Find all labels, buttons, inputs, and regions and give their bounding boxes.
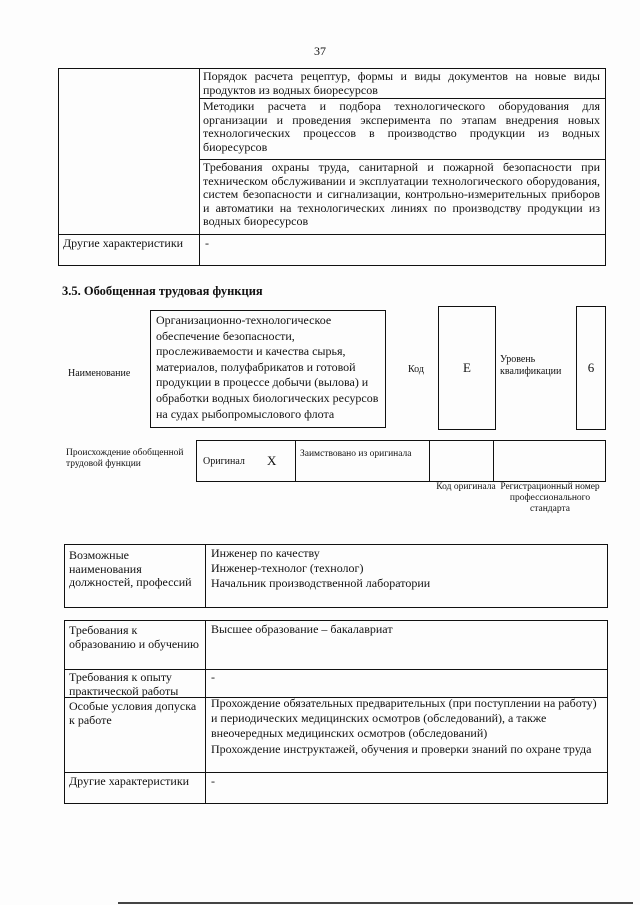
- function-name: Организационно-технологическое обеспечение безопасности, прослеживаемости и качества сырья, материалов, полуфабрикатов и готовой продукции в процессе добычи (вылова) и обработки водных биологических ресурсов на судах рыбопромыслового флота: [156, 313, 379, 421]
- knowledge-item: Методики расчета и подбора технологического оборудования для организации и проведения эксперимента по этапам внедрения новых технологических процессов в производство продукции из водных биоресурсов: [203, 99, 600, 154]
- requirements-table: [64, 620, 608, 804]
- code-original-label: Код оригинала: [436, 482, 496, 492]
- education-label: Требования к образованию и обучению: [69, 623, 199, 651]
- conditions-value: Прохождение обязательных предварительных (при поступлении на работу) и периодических медицинских осмотров (обследований), а также внеочередных медицинских осмотров (обследований): [211, 696, 597, 741]
- column-divider: [295, 441, 296, 481]
- education-value: Высшее образование – бакалавриат: [211, 622, 393, 636]
- level-box: [576, 306, 606, 430]
- position-item: Инженер-технолог (технолог): [211, 561, 364, 575]
- page-number: 37: [314, 44, 326, 58]
- row-divider: [59, 234, 605, 235]
- column-divider: [429, 441, 430, 481]
- column-divider: [205, 545, 206, 607]
- borrowed-label: Заимствовано из оригинала: [300, 449, 412, 459]
- other-characteristics-value: -: [205, 236, 209, 250]
- knowledge-item: Требования охраны труда, санитарной и пожарной безопасности при техническом обслуживании и эксплуатации технологического оборудования, систем безопасности и сигнализации, контрольно-измерительных приборов и автоматики на технологических линиях по производству продукции из водных биоресурсов: [203, 160, 600, 229]
- name-box: [150, 310, 386, 428]
- original-label: Оригинал: [203, 456, 245, 467]
- level-value: 6: [587, 360, 595, 375]
- position-item: Инженер по качеству: [211, 546, 320, 560]
- experience-value: -: [211, 670, 215, 684]
- position-item: Начальник производственной лаборатории: [211, 576, 431, 590]
- other-characteristics-label: Другие характеристики: [69, 774, 190, 788]
- reg-number-label: Регистрационный номер профессионального стандарта: [500, 482, 600, 514]
- row-divider: [65, 772, 607, 773]
- conditions-value: Прохождение инструктажей, обучения и проверки знаний по охране труда: [211, 742, 592, 756]
- knowledge-item: Порядок расчета рецептур, формы и виды документов на новые виды продуктов из водных биоресурсов: [203, 69, 600, 97]
- conditions-label: Особые условия допуска к работе: [69, 699, 197, 727]
- original-mark: X: [267, 453, 277, 468]
- page-bottom-rule: [118, 902, 633, 904]
- positions-label: Возможные наименования должностей, профессий: [69, 548, 192, 590]
- name-label: Наименование: [68, 368, 131, 379]
- origin-label: Происхождение обобщенной трудовой функции: [66, 448, 184, 469]
- code-box: [438, 306, 496, 430]
- other-characteristics-label: Другие характеристики: [63, 236, 184, 250]
- section-title: 3.5. Обобщенная трудовая функция: [62, 284, 263, 298]
- knowledge-table: [58, 68, 606, 266]
- experience-label: Требования к опыту практической работы: [69, 670, 179, 698]
- code-label: Код: [408, 364, 424, 375]
- other-characteristics-value: -: [211, 774, 215, 788]
- positions-table: [64, 544, 608, 608]
- column-divider: [493, 441, 494, 481]
- code-value: E: [463, 360, 471, 375]
- origin-table: [196, 440, 606, 482]
- column-divider: [205, 621, 206, 803]
- level-label: Уровень квалификации: [500, 354, 562, 377]
